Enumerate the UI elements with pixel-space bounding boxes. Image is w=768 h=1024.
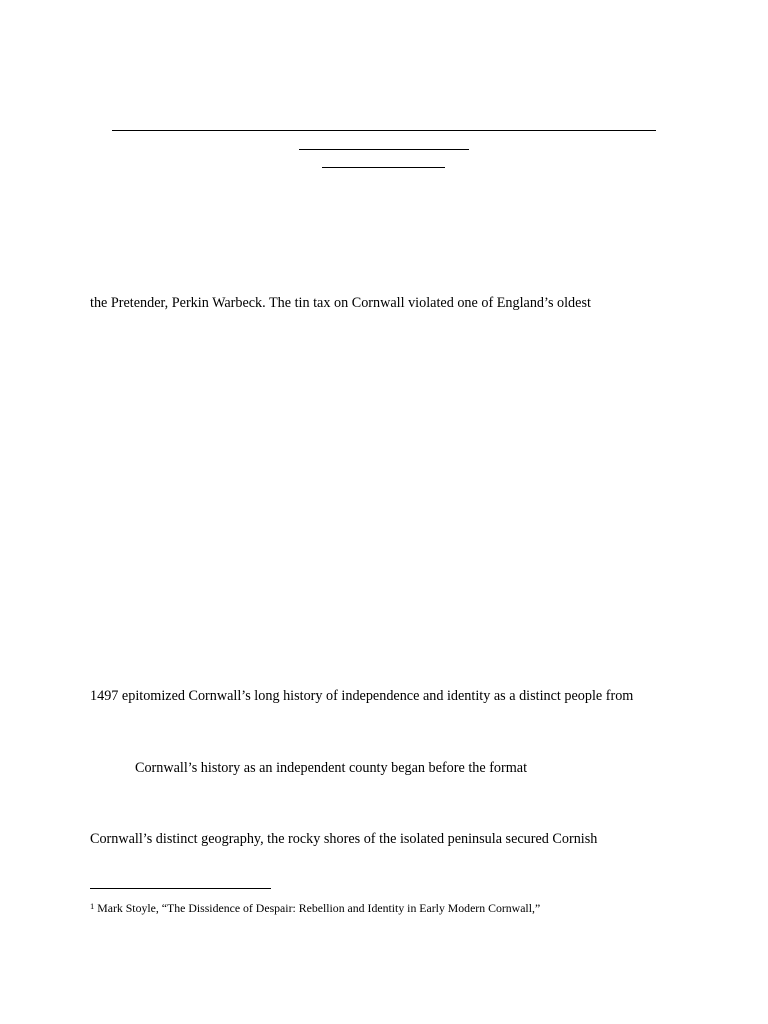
footnote-separator: [90, 888, 271, 889]
footnote: [90, 899, 540, 916]
footnote-text: Mark Stoyle, “The Dissidence of Despair: Rebellion and Identity in Early Modern Cornwall,”: [97, 901, 541, 915]
body-line: the Pretender, Perkin Warbeck. The tin tax on Cornwall violated one of England’s oldest: [90, 295, 591, 311]
paragraph-first-line: Cornwall’s history as an independent county began before the format: [135, 760, 528, 776]
body-line: Cornwall’s distinct geography, the rocky shores of the isolated peninsula secured Cornish: [90, 831, 598, 847]
author-rule: [322, 167, 445, 168]
title-rule: [112, 130, 656, 131]
footnote-marker: 1: [90, 901, 95, 911]
subtitle-rule: [299, 149, 469, 150]
body-line: 1497 epitomized Cornwall’s long history of independence and identity as a distinct people from: [90, 688, 634, 704]
